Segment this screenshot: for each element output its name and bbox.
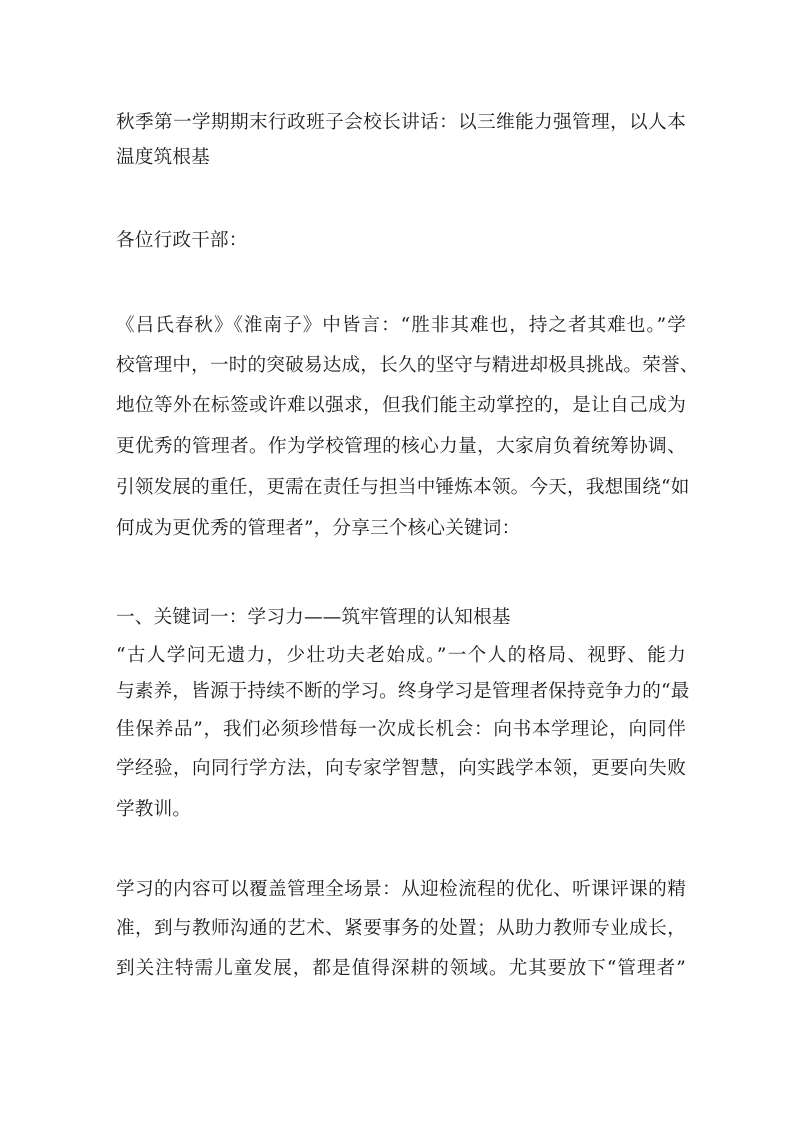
intro-paragraph-line: 《吕氏春秋》《淮南子》中皆言：“胜非其难也，持之者其难也。”学 xyxy=(116,315,686,336)
intro-paragraph-line: 校管理中，一时的突破易达成，长久的坚守与精进却极具挑战。荣誉、 xyxy=(116,355,699,376)
document-title-line-1: 秋季第一学期期末行政班子会校长讲话：以三维能力强管理，以人本 xyxy=(116,112,686,133)
greeting: 各位行政干部： xyxy=(116,230,248,251)
intro-paragraph-line: 更优秀的管理者。作为学校管理的核心力量，大家肩负着统筹协调、 xyxy=(116,436,686,457)
intro-paragraph-line: 地位等外在标签或许难以强求，但我们能主动掌控的，是让自己成为 xyxy=(116,395,686,416)
section-1-heading: 一、关键词一：学习力——筑牢管理的认知根基 xyxy=(116,607,511,628)
learning-paragraph-line: 到关注特需儿童发展，都是值得深耕的领域。尤其要放下“管理者” xyxy=(116,958,686,979)
learning-paragraph-line: 学习的内容可以覆盖管理全场景：从迎检流程的优化、听课评课的精 xyxy=(116,879,686,900)
intro-paragraph-line: 何成为更优秀的管理者”，分享三个核心关键词： xyxy=(116,518,521,539)
section-1-paragraph-line: 学经验，向同行学方法，向专家学智慧，向实践学本领，更要向失败 xyxy=(116,758,686,779)
document-title-line-2: 温度筑根基 xyxy=(116,147,210,168)
learning-paragraph-line: 准，到与教师沟通的艺术、紧要事务的处置；从助力教师专业成长， xyxy=(116,918,686,939)
section-1-paragraph-line: “古人学问无遗力，少壮功夫老始成。”一个人的格局、视野、能力 xyxy=(116,645,686,666)
section-1-paragraph-line: 佳保养品”，我们必须珍惜每一次成长机会：向书本学理论，向同伴 xyxy=(116,719,686,740)
section-1-paragraph-line: 学教训。 xyxy=(116,799,192,820)
intro-paragraph-line: 引领发展的重任，更需在责任与担当中锤炼本领。今天，我想围绕“如 xyxy=(116,477,690,498)
section-1-paragraph-line: 与素养，皆源于持续不断的学习。终身学习是管理者保持竞争力的“最 xyxy=(116,681,690,702)
